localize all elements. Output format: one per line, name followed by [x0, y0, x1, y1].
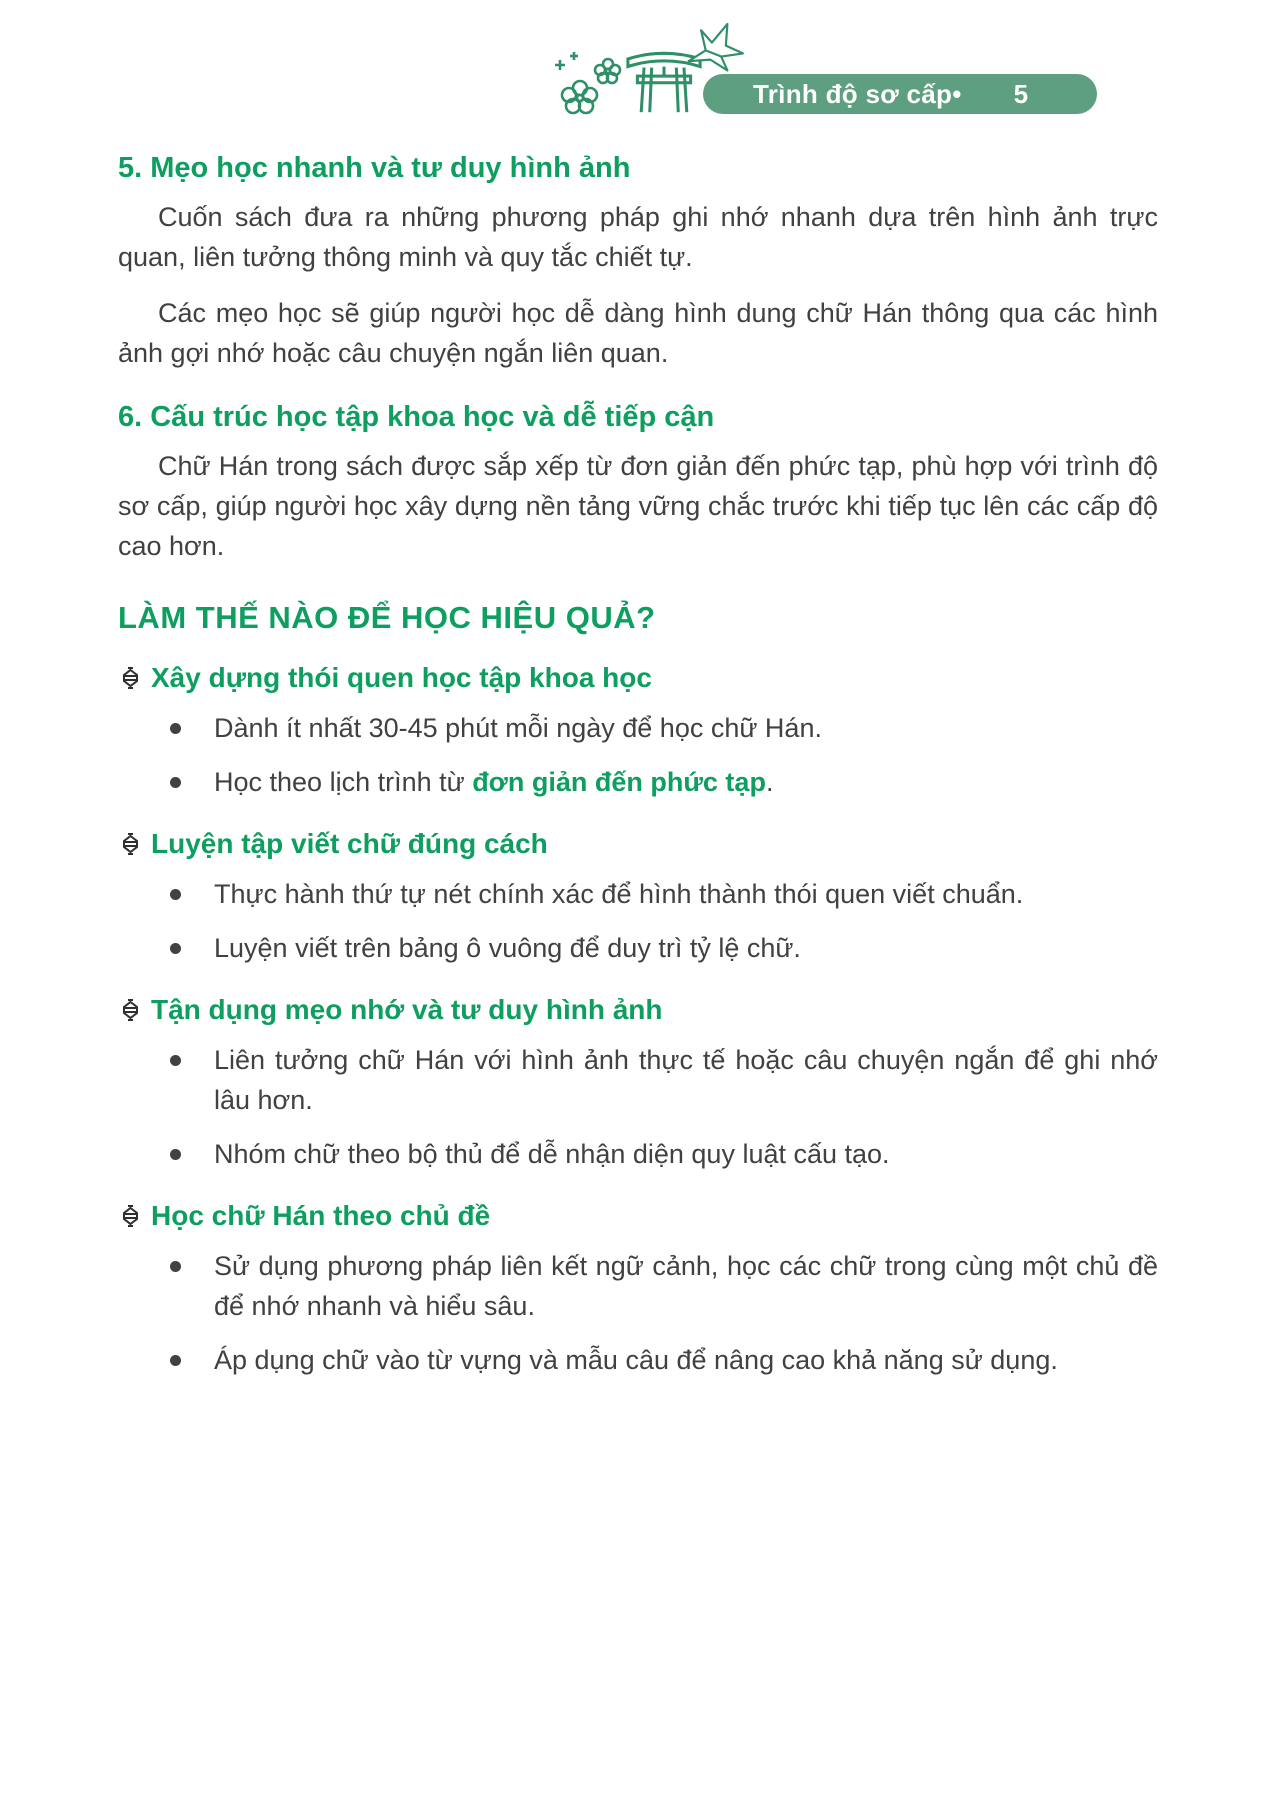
subsection-title-label: Tận dụng mẹo nhớ và tư duy hình ảnh	[151, 994, 663, 1025]
page-number: 5	[1013, 78, 1029, 109]
list-item	[170, 928, 1158, 968]
list-item-text: Dành ít nhất 30-45 phút mỗi ngày để học chữ Hán.	[214, 713, 822, 743]
origami-crane-icon	[684, 20, 746, 76]
subsection-title-writing-practice	[122, 828, 1158, 860]
subsection-title-label: Học chữ Hán theo chủ đề	[151, 1200, 491, 1231]
subsection-title-mnemonics	[122, 994, 1158, 1026]
lantern-bullet-icon	[122, 833, 139, 855]
subsection-title-label: Luyện tập viết chữ đúng cách	[151, 828, 548, 859]
page-header	[0, 0, 1275, 140]
subsection-title-label: Xây dựng thói quen học tập khoa học	[151, 662, 652, 693]
list-item	[170, 708, 1158, 748]
list-item-text: Áp dụng chữ vào từ vựng và mẫu câu để nâng cao khả năng sử dụng.	[214, 1345, 1058, 1375]
paragraph: Cuốn sách đưa ra những phương pháp ghi nhớ nhanh dựa trên hình ảnh trực quan, liên tưởng thông minh và quy tắc chiết tự.	[118, 202, 1158, 272]
list-item	[170, 874, 1158, 914]
main-heading: LÀM THẾ NÀO ĐỂ HỌC HIỆU QUẢ?	[118, 600, 656, 635]
subsection-title-topics	[122, 1200, 1158, 1232]
subsection-title-study-habit	[122, 662, 1158, 694]
bullet-dot	[170, 1055, 181, 1066]
list-item-text: Học theo lịch trình từ đơn giản đến phức tạp.	[214, 767, 774, 797]
bullet-dot	[170, 1261, 181, 1272]
bullet-dot	[170, 889, 181, 900]
list-item-text: Sử dụng phương pháp liên kết ngữ cảnh, học các chữ trong cùng một chủ đề để nhớ nhanh và hiểu sâu.	[214, 1251, 1158, 1321]
lantern-bullet-icon	[122, 999, 139, 1021]
sakura-flowers-icon	[552, 48, 626, 118]
bullet-dot	[170, 723, 181, 734]
list-item-text: Thực hành thứ tự nét chính xác để hình thành thói quen viết chuẩn.	[214, 879, 1024, 909]
list-item	[170, 1246, 1158, 1326]
bullet-dot	[170, 943, 181, 954]
header-level-banner	[703, 74, 1097, 114]
list-item-text: Liên tưởng chữ Hán với hình ảnh thực tế hoặc câu chuyện ngắn để ghi nhớ lâu hơn.	[214, 1045, 1158, 1115]
bullet-dot	[170, 1355, 181, 1366]
level-label: Trình độ sơ cấp•	[753, 78, 962, 109]
paragraph: Các mẹo học sẽ giúp người học dễ dàng hình dung chữ Hán thông qua các hình ảnh gợi nhớ hoặc câu chuyện ngắn liên quan.	[118, 298, 1158, 368]
lantern-bullet-icon	[122, 1205, 139, 1227]
paragraph: Chữ Hán trong sách được sắp xếp từ đơn giản đến phức tạp, phù hợp với trình độ sơ cấp, giúp người học xây dựng nền tảng vững chắc trước khi tiếp tục lên các cấp độ cao hơn.	[118, 451, 1158, 561]
bullet-dot	[170, 777, 181, 788]
list-item	[170, 1040, 1158, 1120]
bullet-dot	[170, 1149, 181, 1160]
section-5-title: 5. Mẹo học nhanh và tư duy hình ảnh	[118, 152, 631, 184]
list-item	[170, 762, 1158, 802]
highlighted-phrase: đơn giản đến phức tạp	[472, 767, 766, 797]
list-item-text: Nhóm chữ theo bộ thủ để dễ nhận diện quy luật cấu tạo.	[214, 1139, 890, 1169]
lantern-bullet-icon	[122, 667, 139, 689]
separator-dot: •	[952, 78, 962, 109]
list-item	[170, 1134, 1158, 1174]
page-content	[118, 152, 1158, 1394]
list-item-text: Luyện viết trên bảng ô vuông để duy trì tỷ lệ chữ.	[214, 933, 801, 963]
list-item	[170, 1340, 1158, 1380]
section-6-title: 6. Cấu trúc học tập khoa học và dễ tiếp cận	[118, 401, 715, 433]
